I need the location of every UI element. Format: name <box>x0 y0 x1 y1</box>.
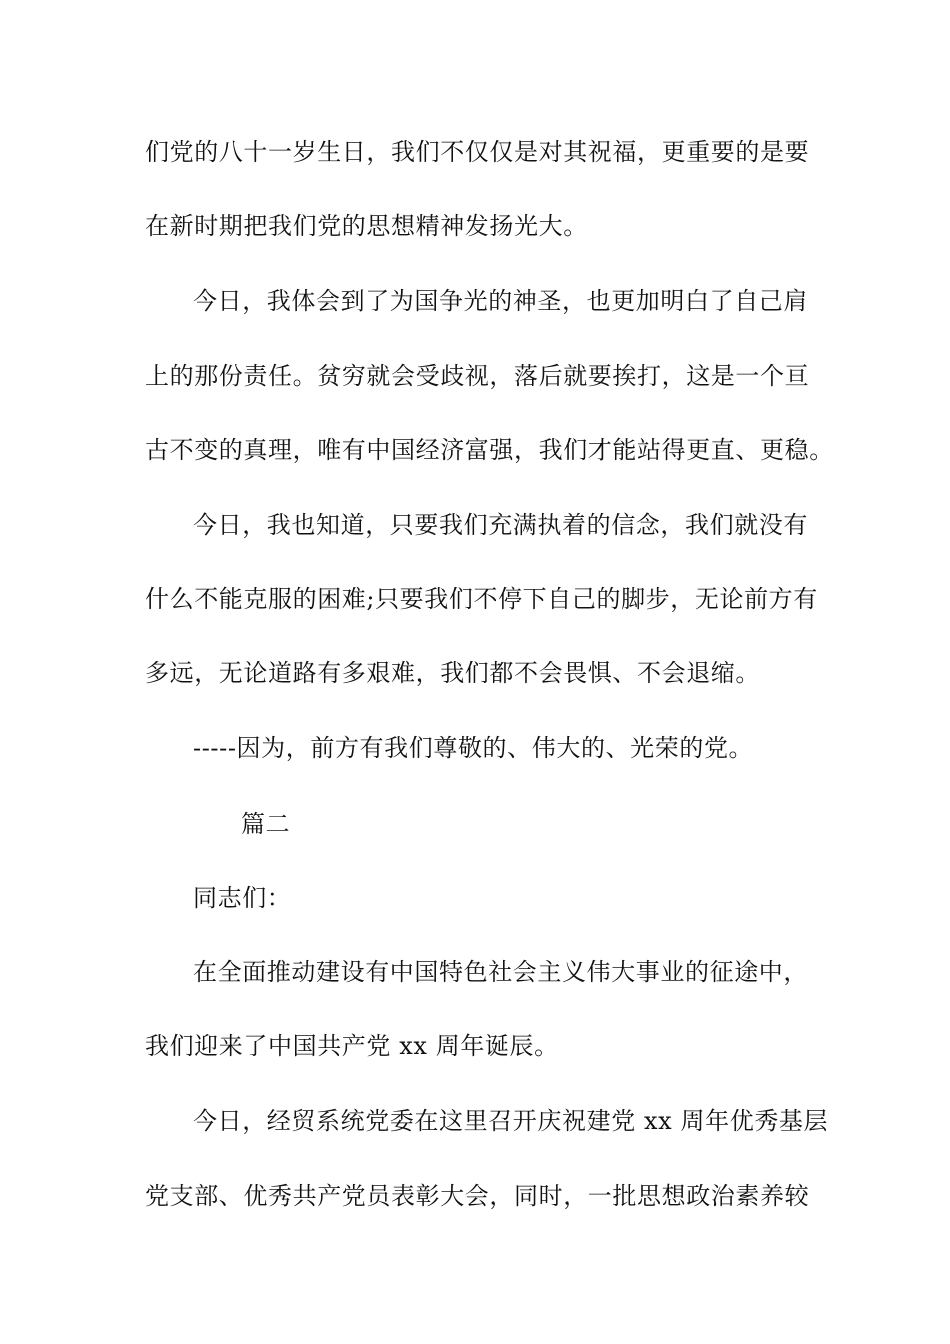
text-line: 多远，无论道路有多艰难，我们都不会畏惧、不会退缩。 <box>145 659 760 687</box>
text-line: 我们迎来了中国共产党 xx 周年诞辰。 <box>145 1032 559 1060</box>
closing-line: -----因为，前方有我们尊敬的、伟大的、光荣的党。 <box>193 734 754 762</box>
paragraph-first-line: 今日，经贸系统党委在这里召开庆祝建党 xx 周年优秀基层 <box>193 1107 829 1135</box>
paragraph-first-line: 今日，我也知道，只要我们充满执着的信念，我们就没有 <box>193 511 808 539</box>
text-line: 上的那份责任。贫穷就会受歧视，落后就要挨打，这是一个亘 <box>145 362 810 390</box>
text-line: 在新时期把我们党的思想精神发扬光大。 <box>145 212 588 240</box>
text-line: 们党的八十一岁生日，我们不仅仅是对其祝福，更重要的是要 <box>145 138 810 166</box>
text-line: 古不变的真理，唯有中国经济富强，我们才能站得更直、更稳。 <box>145 436 834 464</box>
salutation: 同志们： <box>193 884 292 912</box>
paragraph-first-line: 在全面推动建设有中国特色社会主义伟大事业的征途中， <box>193 958 808 986</box>
text-line: 什么不能克服的困难;只要我们不停下自己的脚步，无论前方有 <box>145 585 818 613</box>
section-heading: 篇二 <box>241 810 291 838</box>
paragraph-first-line: 今日，我体会到了为国争光的神圣，也更加明白了自己肩 <box>193 287 808 315</box>
text-line: 党支部、优秀共产党员表彰大会，同时，一批思想政治素养较 <box>145 1182 810 1210</box>
